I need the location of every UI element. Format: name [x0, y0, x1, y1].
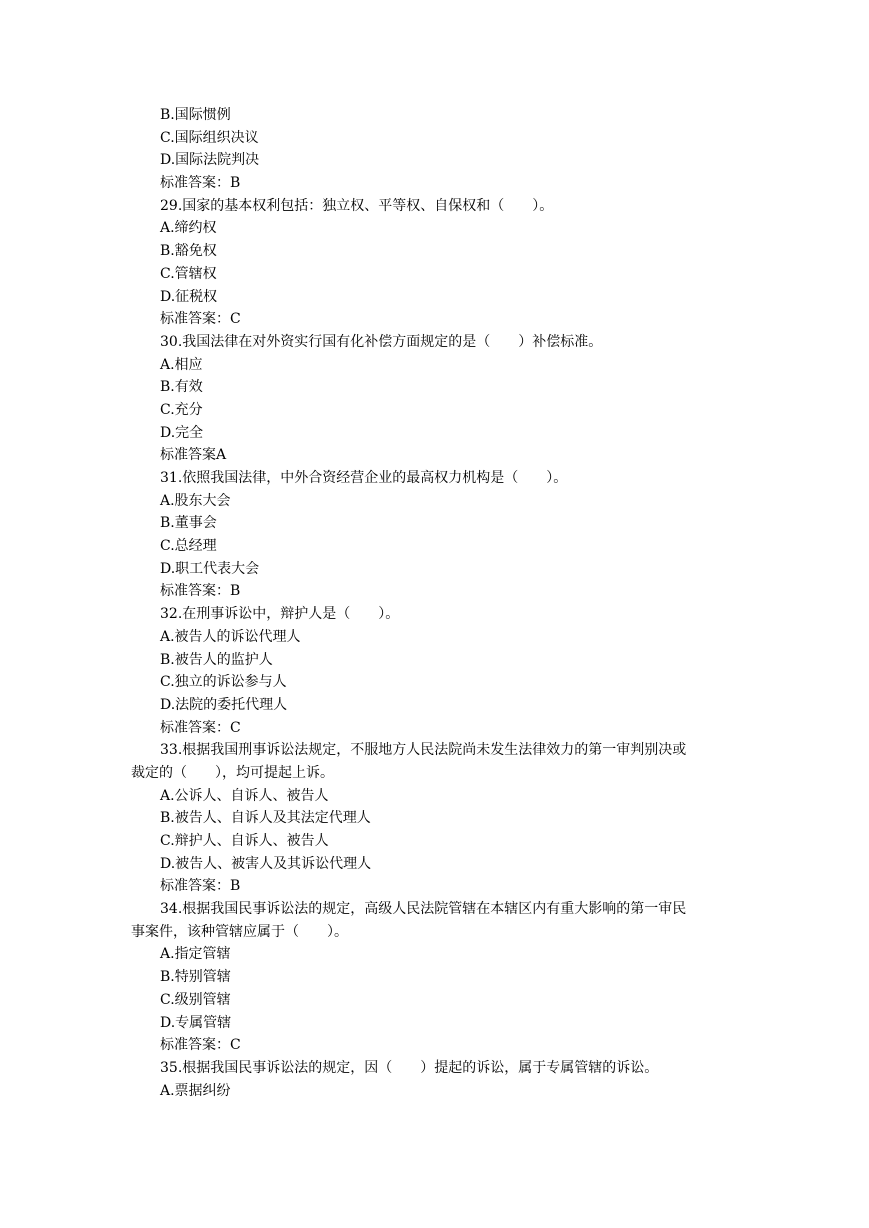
question-text-continuation: 裁定的（ ），均可提起上诉。	[131, 764, 334, 781]
exam-content	[131, 104, 720, 1102]
answer-option: B.有效	[160, 379, 203, 396]
answer-option: D.法院的委托代理人	[160, 696, 288, 713]
answer-option: D.被告人、被害人及其诉讼代理人	[160, 855, 372, 872]
answer-option: A.指定管辖	[160, 946, 231, 963]
question-text: 32.在刑事诉讼中，辩护人是（ ）。	[160, 606, 400, 623]
answer-option: A.相应	[160, 356, 203, 373]
question-text: 33.根据我国刑事诉讼法规定，不服地方人民法院尚未发生法律效力的第一审判别决或	[160, 742, 687, 759]
standard-answer: 标准答案A	[160, 447, 227, 464]
answer-option: C.管辖权	[160, 265, 217, 282]
answer-option: C.独立的诉讼参与人	[160, 674, 287, 691]
answer-option: B.被告人、自诉人及其法定代理人	[160, 810, 371, 827]
answer-option: C.国际组织决议	[160, 129, 259, 146]
answer-option: A.公诉人、自诉人、被告人	[160, 787, 329, 804]
answer-option: A.被告人的诉讼代理人	[160, 628, 301, 645]
standard-answer: 标准答案：C	[160, 719, 241, 736]
standard-answer: 标准答案：B	[160, 175, 241, 192]
answer-option: B.豁免权	[160, 243, 217, 260]
standard-answer: 标准答案：C	[160, 1037, 241, 1054]
standard-answer: 标准答案：C	[160, 311, 241, 328]
question-text: 35.根据我国民事诉讼法的规定，因（ ）提起的诉讼，属于专属管辖的诉讼。	[160, 1059, 659, 1076]
answer-option: D.职工代表大会	[160, 560, 260, 577]
answer-option: B.董事会	[160, 515, 217, 532]
answer-option: B.国际惯例	[160, 107, 231, 123]
question-text: 30.我国法律在对外资实行国有化补偿方面规定的是（ ）补偿标准。	[160, 333, 603, 350]
answer-option: A.票据纠纷	[160, 1082, 231, 1099]
answer-option: C.充分	[160, 401, 203, 418]
answer-option: C.辩护人、自诉人、被告人	[160, 833, 329, 849]
answer-option: D.专属管辖	[160, 1014, 232, 1031]
answer-option: D.完全	[160, 424, 204, 441]
answer-option: A.缔约权	[160, 220, 217, 237]
answer-option: B.特别管辖	[160, 969, 231, 986]
question-text-continuation: 事案件，该种管辖应属于（ ）。	[131, 923, 348, 940]
answer-option: C.总经理	[160, 538, 217, 555]
question-text: 34.根据我国民事诉讼法的规定，高级人民法院管辖在本辖区内有重大影响的第一审民	[160, 901, 687, 918]
answer-option: D.征税权	[160, 288, 218, 305]
answer-option: A.股东大会	[160, 492, 231, 509]
question-text: 29.国家的基本权利包括：独立权、平等权、自保权和（ ）。	[160, 197, 554, 214]
question-text: 31.依照我国法律，中外合资经营企业的最高权力机构是（ ）。	[160, 470, 568, 486]
answer-option: C.级别管辖	[160, 991, 231, 1008]
answer-option: D.国际法院判决	[160, 152, 260, 169]
standard-answer: 标准答案：B	[160, 583, 241, 600]
answer-option: B.被告人的监护人	[160, 651, 273, 668]
standard-answer: 标准答案：B	[160, 878, 241, 895]
